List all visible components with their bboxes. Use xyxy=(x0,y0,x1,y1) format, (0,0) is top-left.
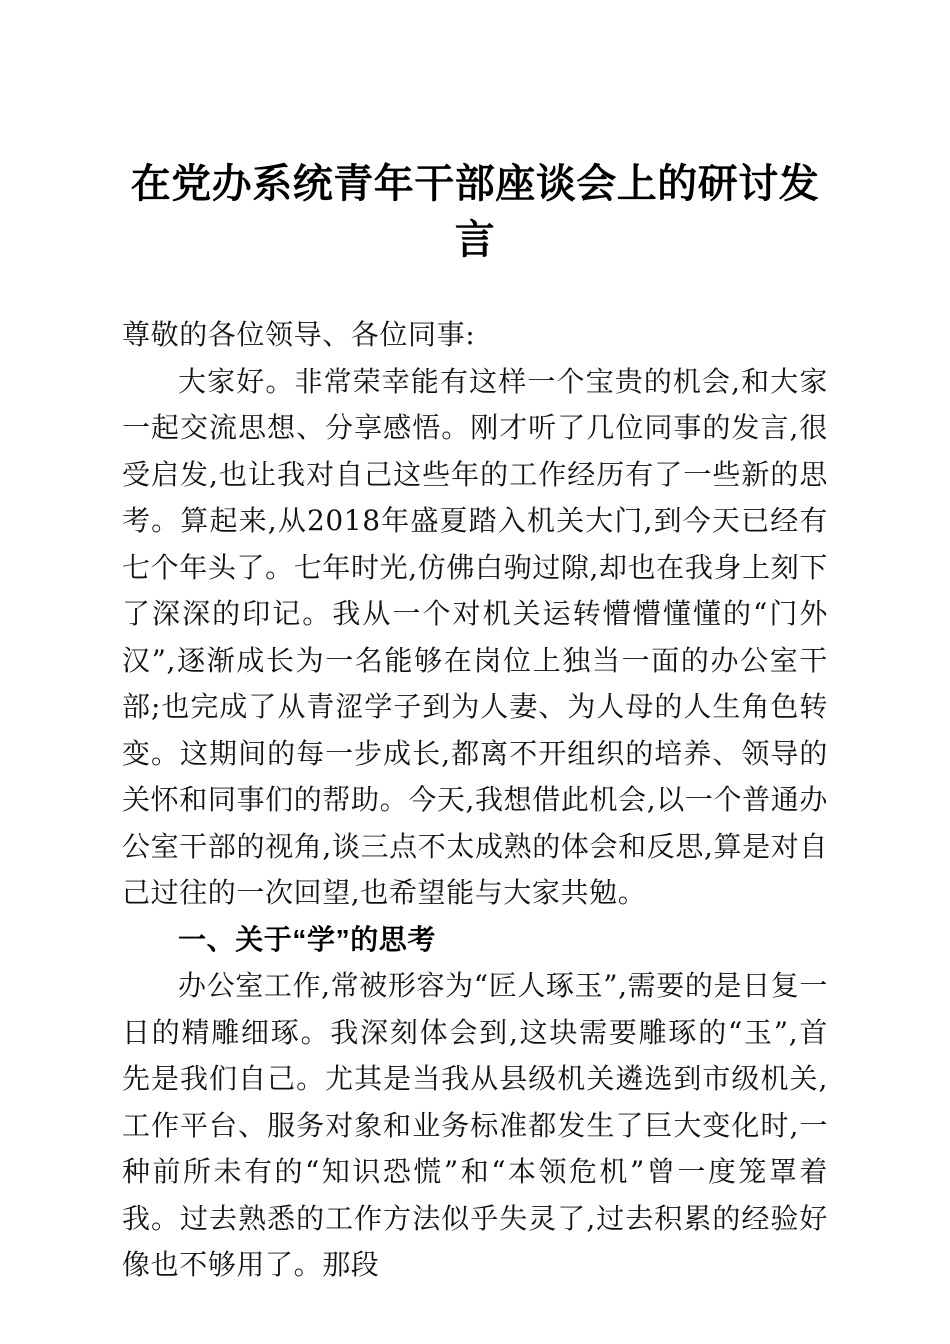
paragraph-section-one-body: 办公室工作,常被形容为“匠人琢玉”,需要的是日复一日的精雕细琢。我深刻体会到,这块需要雕琢的“玉”,首先是我们自己。尤其是当我从县级机关遴选到市级机关,工作平台、服务对象和业务标准都发生了巨大变化时,一种前所未有的“知识恐慌”和“本领危机”曾一度笼罩着我。过去熟悉的工作方法似乎失灵了,过去积累的经验好像也不够用了。那段 xyxy=(122,969,828,1281)
document-body xyxy=(122,312,828,1289)
document-title-line-2: 言 xyxy=(454,218,496,262)
document-title xyxy=(122,0,828,268)
document-title-line-1: 在党办系统青年干部座谈会上的研讨发 xyxy=(130,162,820,206)
salutation-line: 尊敬的各位领导、各位同事: xyxy=(122,318,476,351)
document-content xyxy=(122,0,828,1289)
section-heading-one: 一、关于“学”的思考 xyxy=(178,923,437,955)
paragraph-opening: 大家好。非常荣幸能有这样一个宝贵的机会,和大家一起交流思想、分享感悟。刚才听了几位同事的发言,很受启发,也让我对自己这些年的工作经历有了一些新的思考。算起来,从2018年盛夏踏入机关大门,到今天已经有七个年头了。七年时光,仿佛白驹过隙,却也在我身上刻下了深深的印记。我从一个对机关运转懵懵懂懂的“门外汉”,逐渐成长为一名能够在岗位上独当一面的办公室干部;也完成了从青涩学子到为人妻、为人母的人生角色转变。这期间的每一步成长,都离不开组织的培养、领导的关怀和同事们的帮助。今天,我想借此机会,以一个普通办公室干部的视角,谈三点不太成熟的体会和反思,算是对自己过往的一次回望,也希望能与大家共勉。 xyxy=(122,364,828,909)
